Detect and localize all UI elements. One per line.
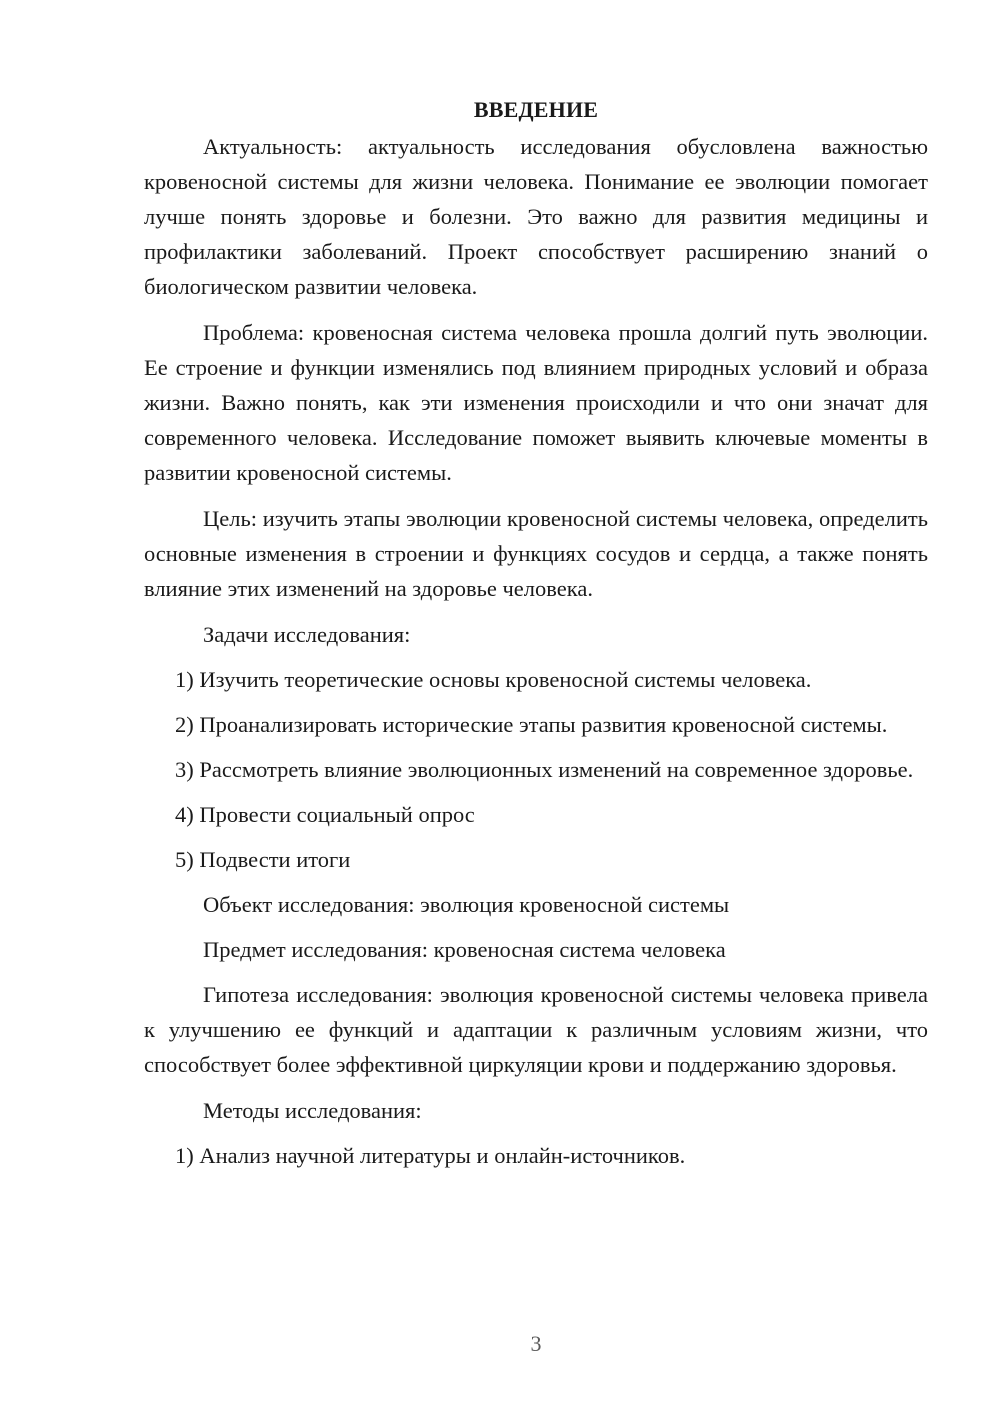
hypothesis-paragraph: Гипотеза исследования: эволюция кровеносной системы человека привела к улучшению ее функций и адаптации к различным условиям жизни, что способствует более эффективной циркуляции крови и поддержанию здоровья.: [144, 982, 928, 1077]
problem-paragraph: Проблема: кровеносная система человека прошла долгий путь эволюции. Ее строение и функции изменялись под влиянием природных условий и образа жизни. Важно понять, как эти изменения происходили и что они значат для современного человека. Исследование поможет выявить ключевые моменты в развитии кровеносной системы.: [144, 320, 928, 485]
task-item-5: 5) Подвести итоги: [175, 847, 351, 872]
research-object: Объект исследования: эволюция кровеносной системы: [203, 892, 730, 917]
relevance-paragraph: Актуальность: актуальность исследования обусловлена важностью кровеносной системы для жизни человека. Понимание ее эволюции помогает лучше понять здоровье и болезни. Это важно для развития медицины и профилактики заболеваний. Проект способствует расширению знаний о биологическом развитии человека.: [144, 134, 928, 299]
tasks-heading: Задачи исследования:: [203, 622, 411, 647]
page-title: ВВЕДЕНИЕ: [473, 97, 599, 122]
task-item-4: 4) Провести социальный опрос: [175, 802, 475, 827]
task-item-2: 2) Проанализировать исторические этапы развития кровеносной системы.: [175, 712, 888, 737]
page-number: 3: [530, 1331, 542, 1356]
task-item-1: 1) Изучить теоретические основы кровеносной системы человека.: [175, 667, 812, 692]
research-subject: Предмет исследования: кровеносная система человека: [203, 937, 726, 962]
methods-heading: Методы исследования:: [203, 1098, 422, 1123]
goal-paragraph: Цель: изучить этапы эволюции кровеносной системы человека, определить основные изменения в строении и функциях сосудов и сердца, а также понять влияние этих изменений на здоровье человека.: [144, 506, 928, 601]
document-page: [144, 92, 928, 1183]
task-item-3: 3) Рассмотреть влияние эволюционных изменений на современное здоровье.: [175, 757, 914, 782]
method-item-1: 1) Анализ научной литературы и онлайн-источников.: [175, 1143, 686, 1168]
